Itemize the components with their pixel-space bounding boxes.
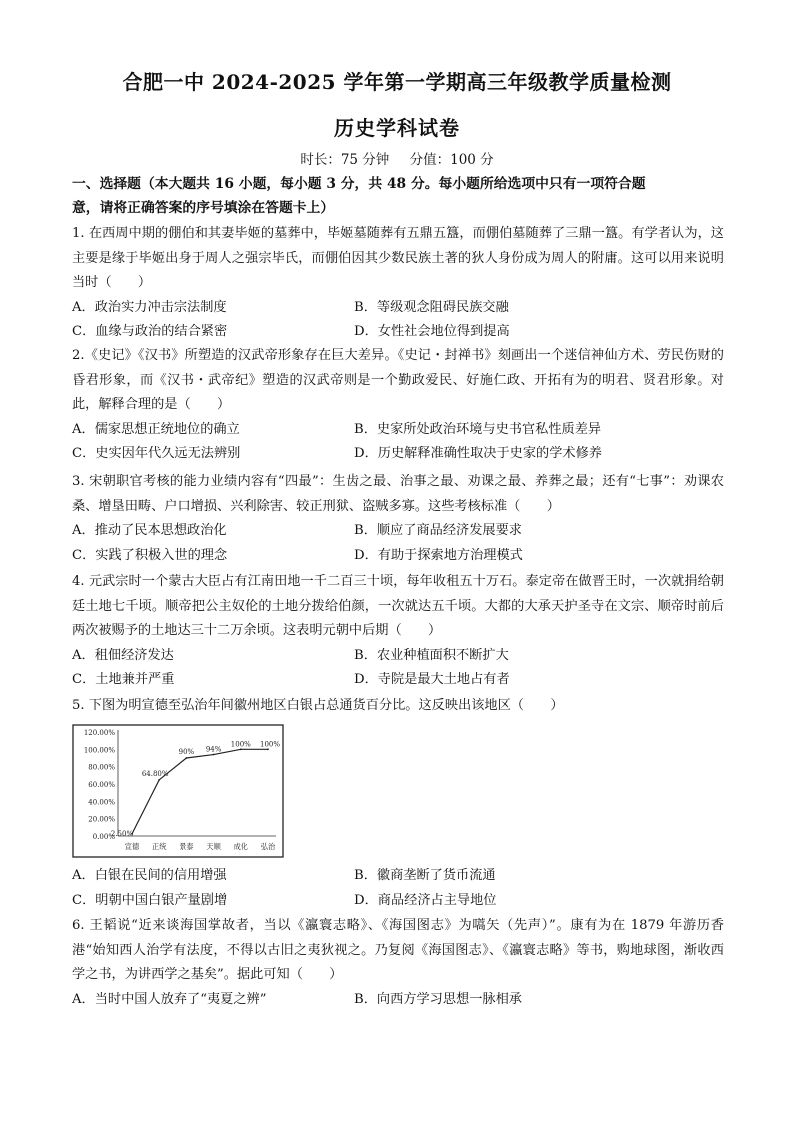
chart-y-tick-label: 120.00% bbox=[83, 729, 115, 737]
chart-x-tick-label: 弘治 bbox=[260, 842, 276, 851]
section-heading-line1: 一、选择题（本大题共 16 小题，每小题 3 分，共 48 分。每小题所给选项中只有一项符合题 bbox=[72, 176, 646, 192]
option-b[interactable]: B．顺应了商品经济发展要求 bbox=[354, 523, 522, 538]
question-3 bbox=[72, 470, 724, 568]
question-5 bbox=[72, 694, 724, 719]
question-options bbox=[72, 988, 724, 1013]
option-a[interactable]: A．当时中国人放弃了“夷夏之辨” bbox=[72, 991, 267, 1007]
chart-x-tick-label: 正统 bbox=[152, 842, 167, 851]
question-text: 2.《史记》《汉书》所塑造的汉武帝形象存在巨大差异。《史记・封禅书》刻画出一个迷信神仙方术、劳民伤财的昏君形象，而《汉书・武帝纪》塑造的汉武帝则是一个勤政爱民、好施仁政、开拓有为的明君、贤君形象。对此，解释合理的是（ ） bbox=[72, 348, 724, 412]
chart-x-tick-label: 宣德 bbox=[124, 842, 140, 851]
chart-y-tick-label: 20.00% bbox=[88, 815, 115, 824]
option-d[interactable]: D．寺院是最大土地占有者 bbox=[354, 672, 510, 687]
exam-meta bbox=[0, 148, 794, 168]
chart-x-tick-label: 天顺 bbox=[206, 842, 221, 851]
option-b[interactable]: B．农业种植面积不断扩大 bbox=[354, 647, 509, 663]
chart-x-tick-label: 景泰 bbox=[179, 842, 194, 851]
option-a[interactable]: A．白银在民间的信用增强 bbox=[72, 868, 227, 883]
question-options bbox=[72, 418, 724, 467]
option-d[interactable]: D．女性社会地位得到提高 bbox=[354, 324, 510, 339]
chart-y-tick-label: 60.00% bbox=[88, 781, 115, 789]
question-text: 1. 在西周中期的倗伯和其妻毕姬的墓葬中，毕姬墓随葬有五鼎五簋，而倗伯墓随葬了三鼎一簋。有学者认为，这主要是缘于毕姬出身于周人之强宗毕氏，而倗伯因其少数民族土著的狄人身份成为周人的附庸。这可以用来说明当时（ ） bbox=[72, 226, 724, 290]
chart-data-label: 64.80% bbox=[141, 769, 169, 778]
question-options bbox=[72, 644, 724, 693]
question-text: 6. 王韬说“近来谈海国掌故者，当以《瀛寰志略》、《海国图志》为嚆矢（先声）”。康有为在 1879 年游历香港“始知西人治学有法度，不得以古旧之夷狄视之。乃复阅《海国图志》、《瀛寰志略》等书，购地球图，渐收西学之书，为讲西学之基矣”。据此可知（ ） bbox=[72, 918, 724, 982]
exam-score: 分值：100 分 bbox=[409, 152, 494, 168]
exam-duration: 时长：75 分钟 bbox=[300, 152, 390, 168]
option-d[interactable]: D．商品经济占主导地位 bbox=[354, 892, 497, 908]
option-a[interactable]: A．推动了民本思想政治化 bbox=[72, 523, 227, 538]
exam-subtitle: 历史学科试卷 bbox=[334, 116, 460, 140]
question-text: 3. 宋朝职官考核的能力业绩内容有“四最”：生齿之最、治事之最、劝课之最、养葬之最；还有“七事”：劝课农桑、增垦田畴、户口增损、兴利除害、较正刑狱、盗贼多寡。这些考核标准（ ） bbox=[72, 474, 724, 514]
option-a[interactable]: A．儒家思想正统地位的确立 bbox=[72, 421, 240, 437]
option-c[interactable]: C．实践了积极入世的理念 bbox=[72, 547, 228, 563]
question-options bbox=[72, 864, 724, 913]
chart-data-label: 2.50% bbox=[110, 829, 134, 838]
chart-y-tick-label: 100.00% bbox=[83, 746, 115, 755]
chart-data-label: 90% bbox=[178, 748, 195, 756]
chart-y-tick-label: 0.00% bbox=[92, 833, 115, 841]
option-c[interactable]: C．史实因年代久远无法辨别 bbox=[72, 446, 241, 461]
option-b[interactable]: B．向西方学习思想一脉相承 bbox=[354, 991, 522, 1007]
option-c[interactable]: C．明朝中国白银产量剧增 bbox=[72, 892, 228, 908]
question-text: 5. 下图为明宣德至弘治年间徽州地区白银占总通货百分比。这反映出该地区（ ） bbox=[72, 698, 564, 713]
chart-data-point bbox=[240, 748, 242, 750]
question-options bbox=[72, 296, 724, 345]
option-b[interactable]: B．史家所处政治环境与史书官私性质差异 bbox=[354, 421, 602, 437]
question-2 bbox=[72, 344, 724, 467]
silver-chart bbox=[72, 724, 284, 858]
chart-y-tick-label: 80.00% bbox=[88, 763, 115, 772]
chart-x-tick-label: 成化 bbox=[233, 842, 248, 851]
question-6 bbox=[72, 914, 724, 1012]
option-c[interactable]: C．土地兼并严重 bbox=[72, 672, 175, 687]
chart-data-point bbox=[158, 779, 160, 781]
chart-data-label: 94% bbox=[205, 745, 222, 754]
chart-data-point bbox=[213, 754, 215, 756]
silver-chart-svg bbox=[72, 724, 284, 858]
option-b[interactable]: B．徽商垄断了货币流通 bbox=[354, 868, 496, 883]
chart-y-tick-label: 40.00% bbox=[88, 798, 115, 807]
option-d[interactable]: D．有助于探索地方治理模式 bbox=[354, 547, 523, 563]
chart-data-point bbox=[186, 757, 188, 759]
option-d[interactable]: D．历史解释准确性取决于史家的学术修养 bbox=[354, 446, 602, 461]
question-5-options-block bbox=[72, 864, 724, 913]
option-a[interactable]: A．政治实力冲击宗法制度 bbox=[72, 299, 227, 315]
exam-title: 合肥一中 2024-2025 学年第一学期高三年级教学质量检测 bbox=[122, 70, 672, 94]
chart-data-point bbox=[267, 748, 269, 750]
chart-data-label: 100% bbox=[259, 740, 281, 749]
question-1 bbox=[72, 222, 724, 345]
option-a[interactable]: A．租佃经济发达 bbox=[72, 647, 174, 663]
chart-data-label: 100% bbox=[230, 740, 251, 749]
option-c[interactable]: C．血缘与政治的结合紧密 bbox=[72, 324, 228, 339]
question-4 bbox=[72, 570, 724, 693]
chart-series-line bbox=[132, 749, 268, 834]
section-heading bbox=[72, 172, 724, 220]
question-text: 4. 元武宗时一个蒙古大臣占有江南田地一千二百三十顷，每年收租五十万石。泰定帝在做晋王时，一次就捐给朝廷土地七千顷。顺帝把公主奴伦的土地分拨给伯颜，一次就达五千顷。大都的大承天护圣寺在文宗、顺帝时前后两次被赐予的土地达三十二万余顷。这表明元朝中后期（ ） bbox=[72, 574, 724, 638]
option-b[interactable]: B．等级观念阻碍民族交融 bbox=[354, 299, 509, 315]
question-options bbox=[72, 519, 724, 568]
section-heading-line2: 意，请将正确答案的序号填涂在答题卡上） bbox=[72, 200, 335, 216]
